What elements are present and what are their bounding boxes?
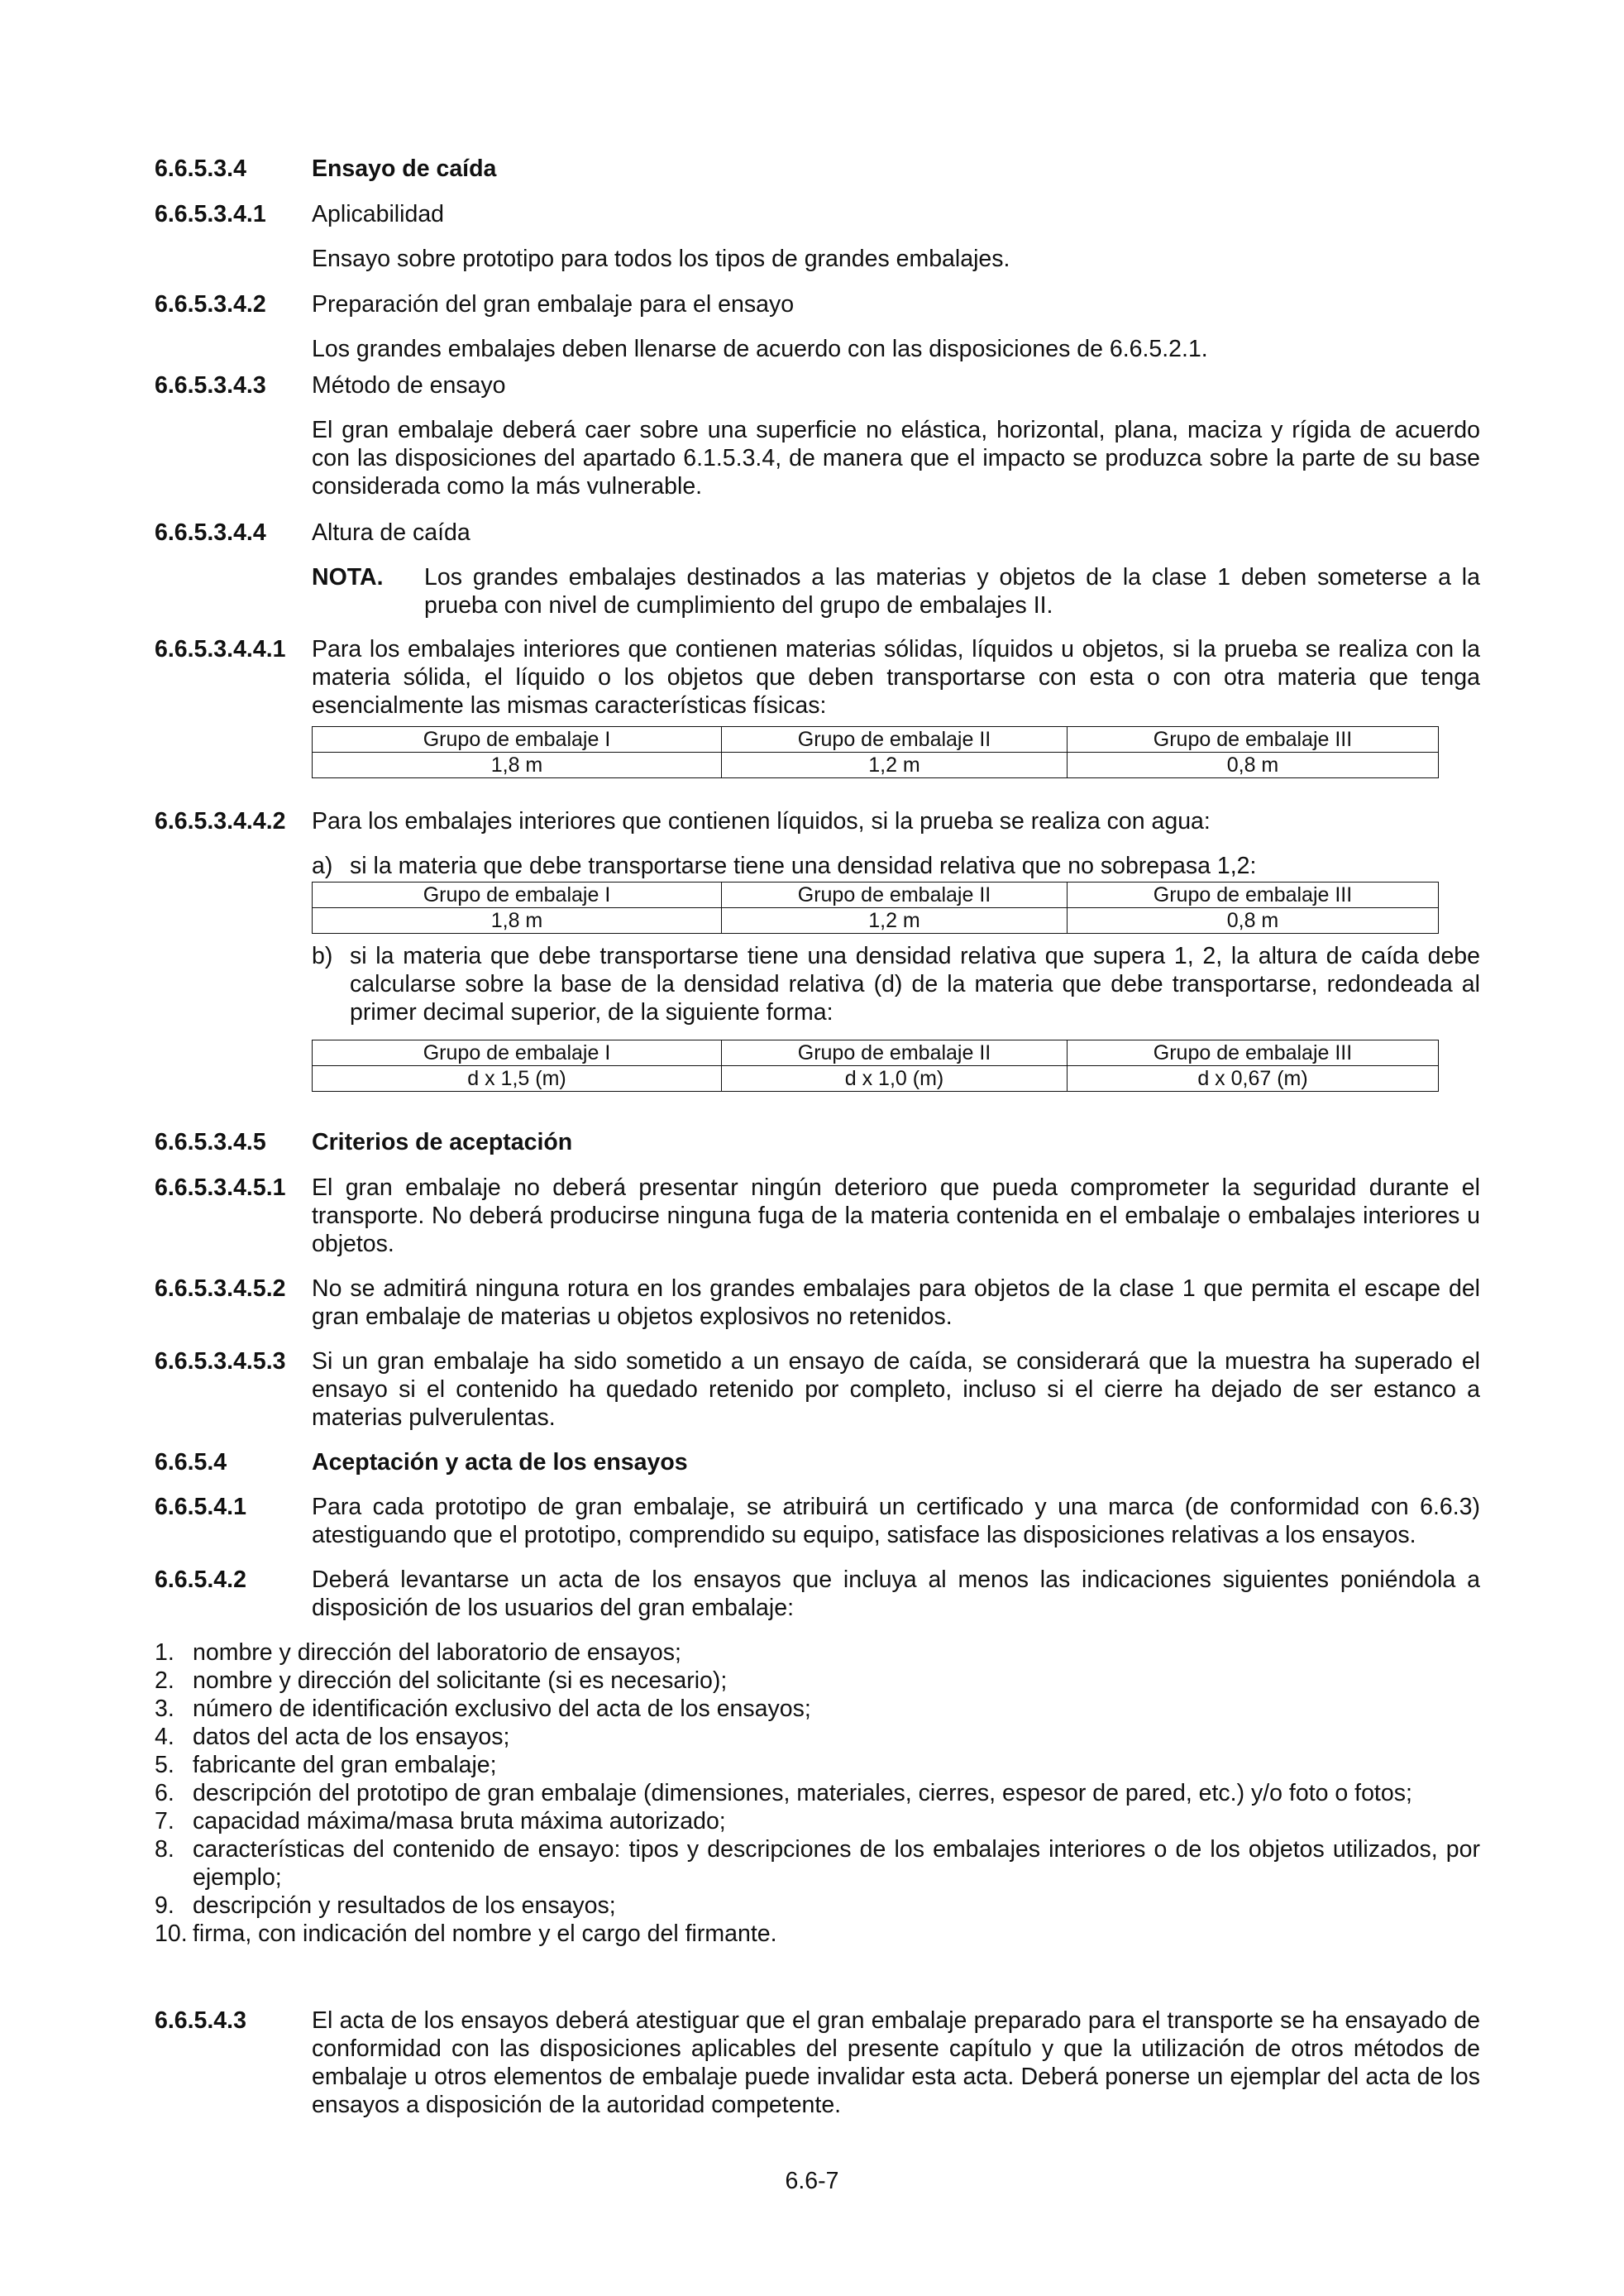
table-cell: d x 0,67 (m) [1068,1066,1439,1092]
section-title: Aplicabilidad [312,201,445,227]
list-number: 2. [155,1667,174,1694]
list-item [155,1892,1480,1920]
table-cell: 1,8 m [313,908,722,934]
paragraph: Deberá levantarse un acta de los ensayos que incluya al menos las indicaciones siguientes poniéndola a disposición de los usuarios del gran embalaje: [312,1567,1480,1621]
section-6-6-5-3-4-1 [155,200,1480,273]
table-header-cell: Grupo de embalaje I [313,1040,722,1066]
list-text: nombre y dirección del solicitante (si es necesario); [193,1667,728,1694]
section-6-6-5-4-2 [155,1566,1480,1948]
table-header-cell: Grupo de embalaje III [1068,1040,1439,1066]
paragraph: El gran embalaje no deberá presentar ningún deterioro que pueda comprometer la seguridad durante el transporte. No deberá producirse ninguna fuga de la materia contenida en el embalaje o embalajes interiores u objetos. [312,1174,1480,1257]
section-number: 6.6.5.4.2 [155,1567,246,1593]
note-label: NOTA. [312,564,384,591]
list-number: 1. [155,1639,174,1666]
list-text: características del contenido de ensayo: tipos y descripciones de los embalajes interiores o de los objetos utilizados, por ejemplo; [193,1836,1480,1891]
paragraph: Los grandes embalajes deben llenarse de acuerdo con las disposiciones de 6.6.5.2.1. [312,336,1208,362]
list-item-b [312,942,1480,1026]
list-number: 3. [155,1696,174,1722]
section-6-6-5-3-4-4 [155,519,1480,619]
section-number: 6.6.5.4 [155,1449,227,1476]
section-number: 6.6.5.4.3 [155,2007,246,2034]
section-6-6-5-3-4-2 [155,290,1480,363]
drop-height-table-1 [312,726,1439,778]
list-text: número de identificación exclusivo del acta de los ensayos; [193,1696,811,1722]
list-text: fabricante del gran embalaje; [193,1752,497,1778]
section-6-6-5-3-4-5-2 [155,1275,1480,1331]
table-header-cell: Grupo de embalaje II [722,727,1068,753]
list-number: 9. [155,1892,174,1919]
section-number: 6.6.5.3.4.5.3 [155,1348,286,1375]
list-text: si la materia que debe transportarse tiene una densidad relativa que no sobrepasa 1,2: [350,853,1257,879]
section-number: 6.6.5.4.1 [155,1494,246,1520]
list-text: si la materia que debe transportarse tiene una densidad relativa que supera 1, 2, la altura de caída debe calcularse sobre la base de la densidad relativa (d) de la materia que debe transportarse, redondeada al primer decimal superior, de la siguiente forma: [350,943,1480,1026]
table-header-cell: Grupo de embalaje I [313,883,722,908]
list-number: 4. [155,1724,174,1750]
list-text: descripción del prototipo de gran embalaje (dimensiones, materiales, cierres, espesor de pared, etc.) y/o foto o fotos; [193,1780,1412,1806]
section-number: 6.6.5.3.4.4.1 [155,636,286,662]
section-6-6-5-3-4-5 [155,1128,1480,1156]
section-title: Ensayo de caída [312,155,497,182]
list-item [155,1695,1480,1723]
section-number: 6.6.5.3.4.4.2 [155,808,286,835]
paragraph: Si un gran embalaje ha sido sometido a un ensayo de caída, se considerará que la muestra ha superado el ensayo si el contenido ha quedado retenido por completo, incluso si el cierre ha dejado de ser estanco a materias pulverulentas. [312,1348,1480,1431]
section-title: Aceptación y acta de los ensayos [312,1449,688,1476]
list-item [155,1920,1480,1948]
paragraph: Para cada prototipo de gran embalaje, se atribuirá un certificado y una marca (de conformidad con 6.6.3) atestiguando que el prototipo, comprendido su equipo, satisface las disposiciones relativas a los ensayos. [312,1494,1480,1548]
table-header-cell: Grupo de embalaje II [722,1040,1068,1066]
section-number: 6.6.5.3.4.3 [155,372,266,399]
drop-height-table-3 [312,1040,1439,1092]
section-title: Preparación del gran embalaje para el ensayo [312,291,795,318]
list-marker: b) [312,943,333,969]
paragraph: El acta de los ensayos deberá atestiguar que el gran embalaje preparado para el transporte se ha ensayado de conformidad con las disposiciones aplicables del presente capítulo y que la utilización de otros métodos de embalaje u otros elementos de embalaje puede invalidar esta acta. Deberá ponerse un ejemplar del acta de los ensayos a disposición de la autoridad competente. [312,2007,1480,2118]
section-number: 6.6.5.3.4.5.1 [155,1174,286,1201]
section-title: Método de ensayo [312,372,506,399]
paragraph: Ensayo sobre prototipo para todos los tipos de grandes embalajes. [312,246,1010,272]
section-number: 6.6.5.3.4.1 [155,201,266,227]
page-number: 6.6-7 [785,2168,839,2194]
list-item [155,1835,1480,1892]
table-cell: 1,2 m [722,908,1068,934]
list-text: datos del acta de los ensayos; [193,1724,510,1750]
section-6-6-5-3-4-3 [155,371,1480,500]
section-title: Altura de caída [312,519,470,546]
section-6-6-5-3-4-5-3 [155,1347,1480,1432]
section-6-6-5-3-4-4-2 [155,807,1480,1092]
table-cell: 1,2 m [722,753,1068,778]
list-text: nombre y dirección del laboratorio de ensayos; [193,1639,681,1666]
list-item [155,1807,1480,1835]
list-item [155,1667,1480,1695]
section-6-6-5-4-1 [155,1493,1480,1549]
report-items-list [155,1638,1480,1948]
paragraph: No se admitirá ninguna rotura en los grandes embalajes para objetos de la clase 1 que permita el escape del gran embalaje de materias u objetos explosivos no retenidos. [312,1275,1480,1330]
section-number: 6.6.5.3.4.2 [155,291,266,318]
list-text: firma, con indicación del nombre y el cargo del firmante. [193,1921,777,1947]
drop-height-table-2 [312,882,1439,934]
table-header-cell: Grupo de embalaje I [313,727,722,753]
table-cell: d x 1,0 (m) [722,1066,1068,1092]
section-number: 6.6.5.3.4.4 [155,519,266,546]
note-text: Los grandes embalajes destinados a las materias y objetos de la clase 1 deben someterse a la prueba con nivel de cumplimiento del grupo de embalajes II. [424,564,1480,619]
section-6-6-5-4 [155,1448,1480,1476]
list-item [155,1723,1480,1751]
list-number: 7. [155,1808,174,1834]
table-header-cell: Grupo de embalaje III [1068,727,1439,753]
table-cell: 0,8 m [1068,753,1439,778]
list-text: descripción y resultados de los ensayos; [193,1892,616,1919]
section-number: 6.6.5.3.4 [155,155,246,182]
list-item [155,1751,1480,1779]
table-cell: 1,8 m [313,753,722,778]
list-number: 10. [155,1921,188,1947]
section-number: 6.6.5.3.4.5.2 [155,1275,286,1302]
paragraph: Para los embalajes interiores que contienen líquidos, si la prueba se realiza con agua: [312,808,1211,835]
table-cell: d x 1,5 (m) [313,1066,722,1092]
note [312,563,1480,619]
list-item [155,1638,1480,1667]
list-number: 8. [155,1836,174,1863]
list-text: capacidad máxima/masa bruta máxima autorizado; [193,1808,726,1834]
table-header-cell: Grupo de embalaje III [1068,883,1439,908]
section-6-6-5-3-4-5-1 [155,1174,1480,1258]
section-title: Criterios de aceptación [312,1129,573,1155]
section-6-6-5-4-3 [155,2007,1480,2119]
paragraph: El gran embalaje deberá caer sobre una superficie no elástica, horizontal, plana, maciza y rígida de acuerdo con las disposiciones del apartado 6.1.5.3.4, de manera que el impacto se produzca sobre la parte de su base considerada como la más vulnerable. [312,417,1480,500]
list-item [155,1779,1480,1807]
list-number: 6. [155,1780,174,1806]
section-6-6-5-3-4 [155,155,1480,183]
table-header-cell: Grupo de embalaje II [722,883,1068,908]
section-number: 6.6.5.3.4.5 [155,1129,266,1155]
list-number: 5. [155,1752,174,1778]
list-item-a [312,852,1480,880]
section-6-6-5-3-4-4-1 [155,635,1480,778]
table-cell: 0,8 m [1068,908,1439,934]
paragraph: Para los embalajes interiores que contienen materias sólidas, líquidos u objetos, si la prueba se realiza con la materia sólida, el líquido o los objetos que deben transportarse con esta o con otra materia que tenga esencialmente las mismas características físicas: [312,636,1480,719]
list-marker: a) [312,853,333,879]
